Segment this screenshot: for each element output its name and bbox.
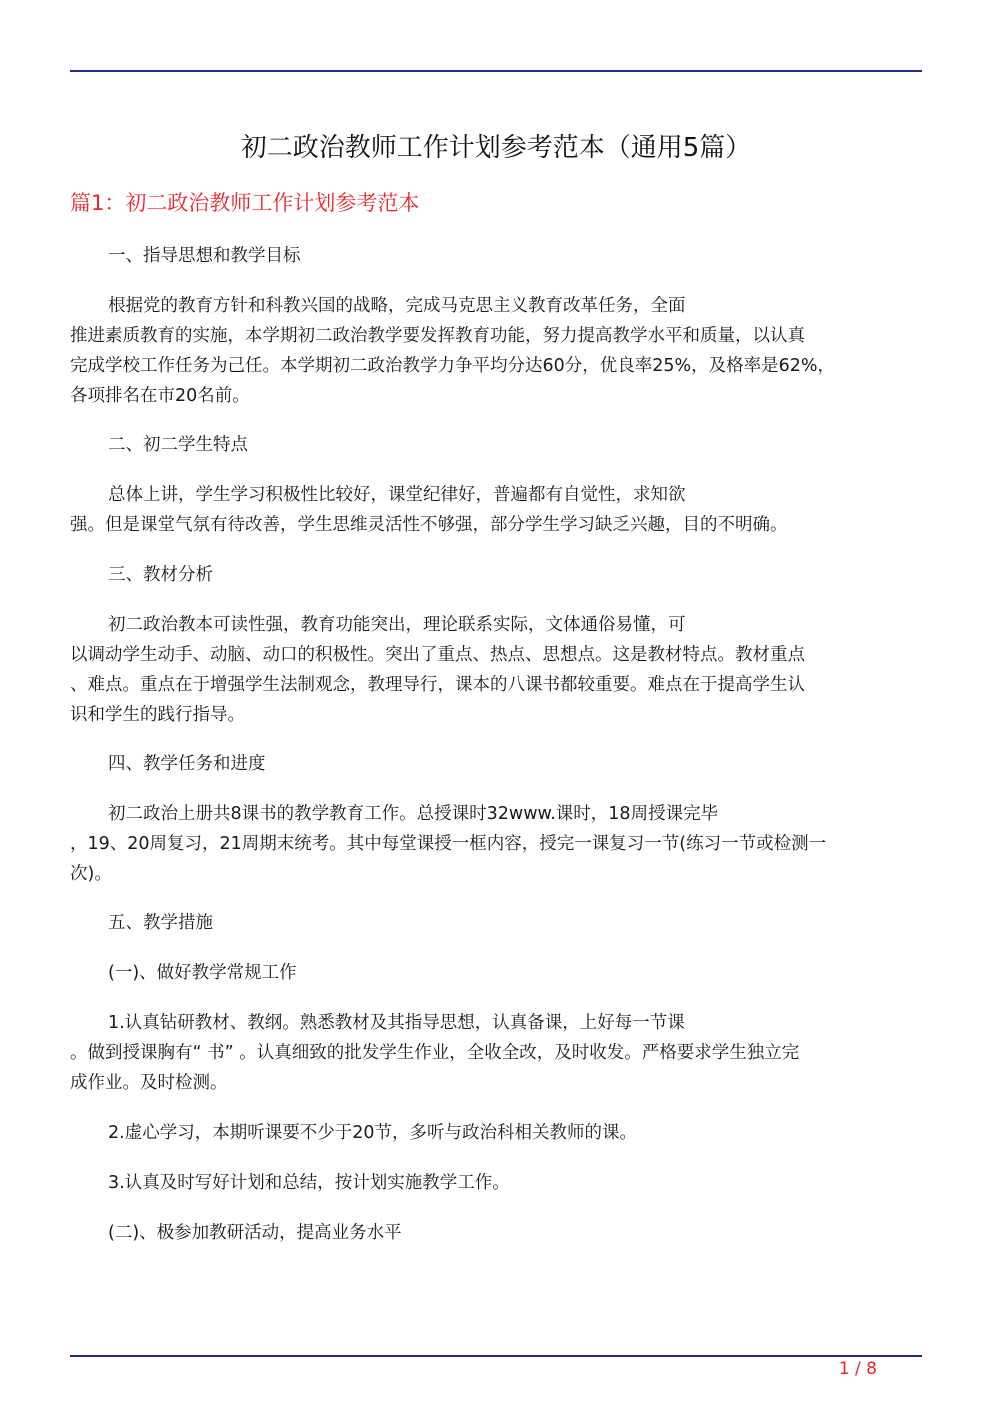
text-line: 成作业。及时检测。 [70,1073,228,1093]
subsection-heading-2: (二)、极参加教研活动，提高业务水平 [108,1223,402,1243]
text-line: 完成学校工作任务为己任。本学期初二政治教学力争平均分达60分，优良率25%，及格率是62%， [70,356,836,376]
list-item-1 [70,1008,922,1098]
text-line: 总体上讲，学生学习积极性比较好，课堂纪律好，普遍都有自觉性，求知欲 [108,485,686,505]
text-line: 、难点。重点在于增强学生法制观念，教理导行，课本的八课书都较重要。难点在于提高学生认 [70,675,805,695]
text-line: 推进素质教育的实施，本学期初二政治教学要发挥教育功能，努力提高教学水平和质量，以认真 [70,326,805,346]
section-heading-2: 二、初二学生特点 [108,435,248,455]
text-line: 1.认真钻研教材、教纲。熟悉教材及其指导思想，认真备课，上好每一节课 [108,1013,685,1033]
list-item-2: 2.虚心学习，本期听课要不少于20节，多听与政治科相关教师的课。 [108,1123,637,1143]
list-item-3: 3.认真及时写好计划和总结，按计划实施教学工作。 [108,1173,510,1193]
text-line: 。做到授课胸有“ 书” 。认真细致的批发学生作业，全收全改，及时收发。严格要求学生独立完 [70,1043,800,1063]
section-heading-1: 一、指导思想和教学目标 [108,246,301,266]
section-2-paragraph [70,480,922,540]
text-line: 次)。 [70,864,112,884]
document-title: 初二政治教师工作计划参考范本（通用5篇） [240,133,752,163]
section-3-paragraph [70,610,922,730]
text-line: 各项排名在市20名前。 [70,386,250,406]
text-line: 以调动学生动手、动脑、动口的积极性。突出了重点、热点、思想点。这是教材特点。教材重点 [70,645,805,665]
subsection-heading-1: (一)、做好教学常规工作 [108,963,297,983]
page-number: 1 / 8 [838,1359,877,1379]
text-line: 初二政治教本可读性强，教育功能突出，理论联系实际，文体通俗易懂，可 [108,615,686,635]
section-heading-5: 五、教学措施 [108,913,213,933]
text-line: 初二政治上册共8课书的教学教育工作。总授课时32www.课时，18周授课完毕 [108,804,719,824]
article-subtitle: 篇1：初二政治教师工作计划参考范本 [70,191,420,215]
footer-rule [70,1355,922,1357]
section-4-paragraph [70,799,922,889]
text-line: 识和学生的践行指导。 [70,705,245,725]
section-heading-4: 四、教学任务和进度 [108,754,266,774]
text-line: 根据党的教育方针和科教兴国的战略，完成马克思主义教育改革任务，全面 [108,296,686,316]
section-1-paragraph [70,291,922,411]
header-rule [70,70,922,72]
text-line: ，19、20周复习，21周期末统考。其中每堂课授一框内容，授完一课复习一节(练习一节或检测一 [70,834,827,854]
section-heading-3: 三、教材分析 [108,565,213,585]
text-line: 强。但是课堂气氛有待改善，学生思维灵活性不够强，部分学生学习缺乏兴趣，目的不明确。 [70,515,788,535]
